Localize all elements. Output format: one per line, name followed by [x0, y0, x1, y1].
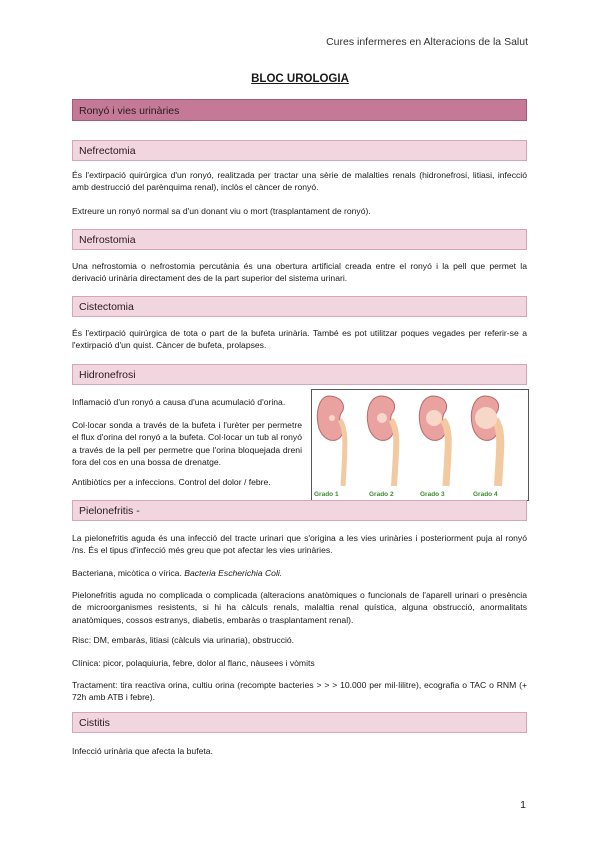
grade-label: Grado 4 [473, 491, 498, 498]
paragraph: Risc: DM, embaràs, litiasi (càlculs via urinaria), obstrucció. [72, 635, 295, 645]
paragraph [72, 567, 527, 579]
paragraph: Antibiòtics per a infeccions. Control del dolor / febre. [72, 477, 271, 487]
hydronephrosis-grades-figure [311, 389, 529, 501]
kidney-grades-illustration [312, 390, 528, 500]
kidney-grade-2 [367, 396, 396, 486]
paragraph: La pielonefritis aguda és una infecció del tracte urinari que s'origina a les vies urinàries i posteriorment puja al ronyó /ns. És el tipus d'infecció més greu que pot afectar les vies urinàries. [72, 533, 527, 556]
section-banner-main: Ronyó i vies urinàries [72, 99, 527, 121]
paragraph: Col·locar sonda a través de la bufeta i l'urèter per permetre el flux d'orina del ronyó a la bufeta. Col·locar un tub al ronyó a través de la pell per permetre que l'orina bloquejada dreni fora del cos en una bossa de drenatge. [72, 420, 302, 467]
paragraph: Una nefrostomia o nefrostomia percutània és una obertura artificial creada entre el ronyó i la pell que permet la derivació urinària directament des de la part superior del sistema urinari. [72, 261, 527, 284]
grade-label: Grado 2 [369, 491, 394, 498]
paragraph: Infecció urinària que afecta la bufeta. [72, 746, 213, 756]
heading-pielonefritis: Pielonefritis - [72, 500, 527, 521]
paragraph: És l'extirpació quirúrgica d'un ronyó, realitzada per tractar una sèrie de malalties renals (hidronefrosi, litiasi, infecció amb destrucció del parènquima renal), inclòs el càncer de ronyó. [72, 170, 527, 193]
paragraph: Inflamació d'un ronyó a causa d'una acumulació d'orina. [72, 397, 286, 407]
grade-label: Grado 3 [420, 491, 445, 498]
kidney-grade-1 [317, 396, 345, 486]
page-title: BLOC UROLOGIA [251, 73, 349, 85]
running-header: Cures infermeres en Alteracions de la Salut [326, 36, 528, 48]
heading-hidronefrosi: Hidronefrosi [72, 364, 527, 385]
heading-cistitis: Cistitis [72, 712, 527, 733]
paragraph: Clínica: picor, polaquiuria, febre, dolor al flanc, nàusees i vòmits [72, 658, 315, 668]
text-run-italic: Bacteria Escherichia Coli. [184, 568, 283, 578]
paragraph: Tractament: tira reactiva orina, cultiu orina (recompte bacteries > > > 10.000 per mil·lilitre), ecografia o TAC o RNM (+ 72h amb ATB i febre). [72, 680, 527, 703]
kidney-grade-4 [471, 396, 500, 486]
heading-nefrectomia: Nefrectomia [72, 140, 527, 161]
paragraph: És l'extirpació quirúrgica de tota o part de la bufeta urinària. També es pot utilitzar poques vegades per referir-se a l'extirpació d'un quist. Càncer de bufeta, prolapses. [72, 328, 527, 351]
page-number: 1 [520, 799, 526, 811]
grade-label: Grado 1 [314, 491, 339, 498]
paragraph: Extreure un ronyó normal sa d'un donant viu o mort (trasplantament de ronyó). [72, 206, 371, 216]
kidney-grade-3 [419, 396, 448, 486]
heading-cistectomia: Cistectomia [72, 296, 527, 317]
paragraph: Pielonefritis aguda no complicada o complicada (alteracions anatòmiques o funcionals de l'aparell urinari o presència de microorganismes resistents, si hi ha càlculs renals, malaltia renal quística, alguna obstrucció, anormalitats anatòmiques, cossos estranys, diabetis, embaràs o trasplantament renal). [72, 590, 527, 625]
text-run: Bacteriana, micòtica o vírica. [72, 568, 185, 578]
heading-nefrostomia: Nefrostomia [72, 229, 527, 250]
